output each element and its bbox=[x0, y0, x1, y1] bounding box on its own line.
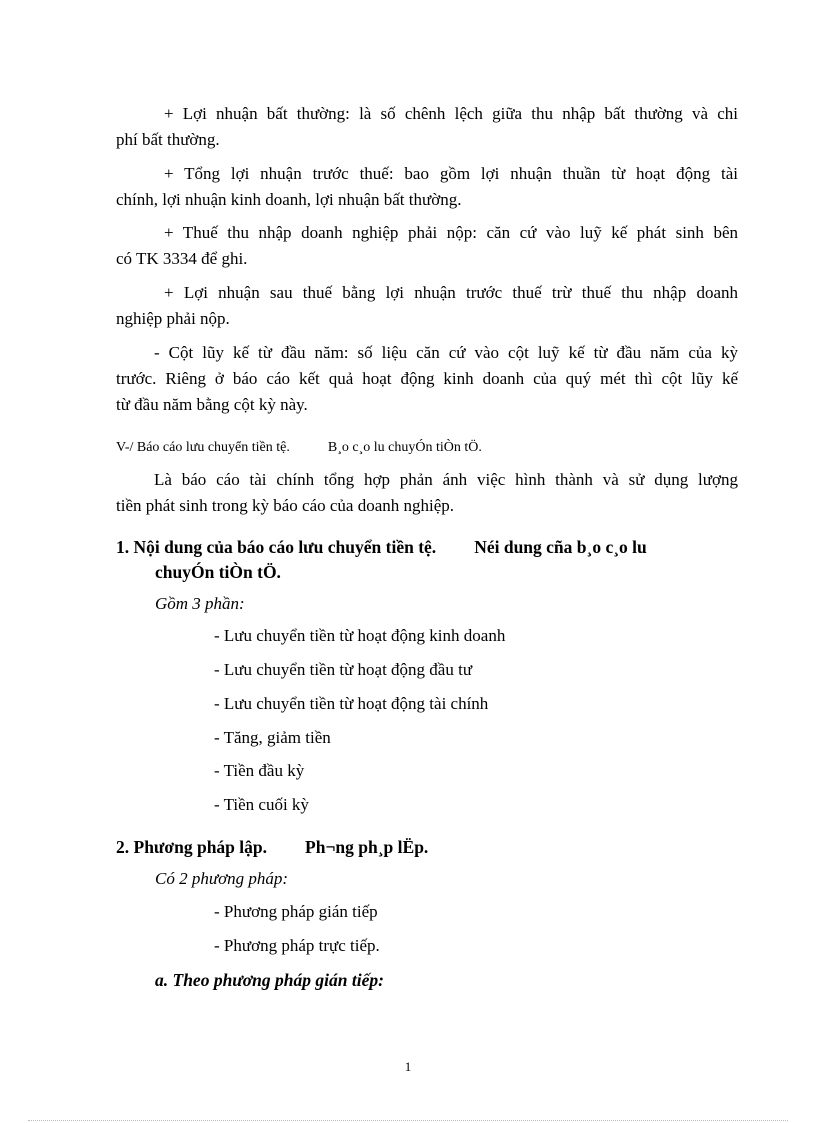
heading-1-subtitle: Gồm 3 phần: bbox=[155, 594, 245, 613]
heading-method bbox=[116, 837, 428, 858]
subheading-indirect-method: a. Theo phương pháp gián tiếp: bbox=[155, 970, 384, 990]
paragraph-profit-after-tax bbox=[116, 280, 738, 332]
text-line: - Cột lũy kế từ đầu năm: số liệu căn cứ vào cột luỹ kế từ đầu năm của kỳ bbox=[154, 343, 738, 362]
text-line: + Lợi nhuận bất thường: là số chênh lệch giữa thu nhập bất thường và chi bbox=[164, 104, 738, 123]
section-5-intro bbox=[116, 467, 738, 519]
text-line: có TK 3334 để ghi. bbox=[116, 249, 248, 268]
heading-1-duplicate: Néi dung cña b¸o c¸o lu bbox=[474, 537, 647, 557]
text-line: nghiệp phải nộp. bbox=[116, 309, 230, 328]
section-5-heading bbox=[116, 440, 520, 456]
paragraph-cumulative-column bbox=[116, 340, 738, 418]
list-item: - Lưu chuyển tiền từ hoạt động tài chính bbox=[214, 694, 489, 713]
heading-content-of-report bbox=[116, 537, 647, 558]
list-item: - Phương pháp gián tiếp bbox=[214, 902, 378, 921]
list-item: - Tiền cuối kỳ bbox=[214, 795, 309, 814]
text-line: + Lợi nhuận sau thuế bằng lợi nhuận trước thuế trừ thuế thu nhập doanh bbox=[164, 283, 738, 302]
text-line: + Thuế thu nhập doanh nghiệp phải nộp: căn cứ vào luỹ kế phát sinh bên bbox=[164, 223, 738, 242]
text-line: Là báo cáo tài chính tổng hợp phản ánh việc hình thành và sử dụng lượng bbox=[154, 470, 738, 489]
heading-2-subtitle: Có 2 phương pháp: bbox=[155, 869, 289, 888]
list-item: - Tăng, giảm tiền bbox=[214, 728, 331, 747]
text-line: phí bất thường. bbox=[116, 130, 220, 149]
text-line: từ đầu năm bằng cột kỳ này. bbox=[116, 395, 308, 414]
heading-2-text: 2. Phương pháp lập. bbox=[116, 837, 268, 857]
list-item: - Lưu chuyển tiền từ hoạt động kinh doanh bbox=[214, 626, 506, 645]
text-line: + Tổng lợi nhuận trước thuế: bao gồm lợi nhuận thuần từ hoạt động tài bbox=[164, 164, 738, 183]
section-5-title-duplicate: B¸o c¸o lu chuyÓn tiÒn tÖ. bbox=[327, 440, 482, 455]
text-line: chính, lợi nhuận kinh doanh, lợi nhuận bất thường. bbox=[116, 190, 462, 209]
heading-1-text: 1. Nội dung của báo cáo lưu chuyển tiền tệ. bbox=[116, 537, 437, 557]
paragraph-total-profit-before-tax bbox=[116, 161, 738, 213]
list-item: - Tiền đầu kỳ bbox=[214, 761, 305, 780]
heading-1-continuation: chuyÓn tiÒn tÖ. bbox=[155, 562, 281, 582]
section-5-title: V-/ Báo cáo lưu chuyển tiền tệ. bbox=[116, 440, 290, 455]
text-line: trước. Riêng ở báo cáo kết quả hoạt động kinh doanh của quý mét thì cột lũy kế bbox=[116, 369, 738, 388]
heading-2-duplicate: Ph¬ng ph¸p lËp. bbox=[305, 837, 429, 857]
page-number: 1 bbox=[404, 1059, 412, 1074]
list-item: - Phương pháp trực tiếp. bbox=[214, 936, 380, 955]
paragraph-abnormal-profit bbox=[116, 101, 738, 153]
list-item: - Lưu chuyển tiền từ hoạt động đầu tư bbox=[214, 660, 473, 679]
page-divider bbox=[28, 1120, 788, 1121]
paragraph-corporate-income-tax bbox=[116, 220, 738, 272]
text-line: tiền phát sinh trong kỳ báo cáo của doanh nghiệp. bbox=[116, 496, 455, 515]
